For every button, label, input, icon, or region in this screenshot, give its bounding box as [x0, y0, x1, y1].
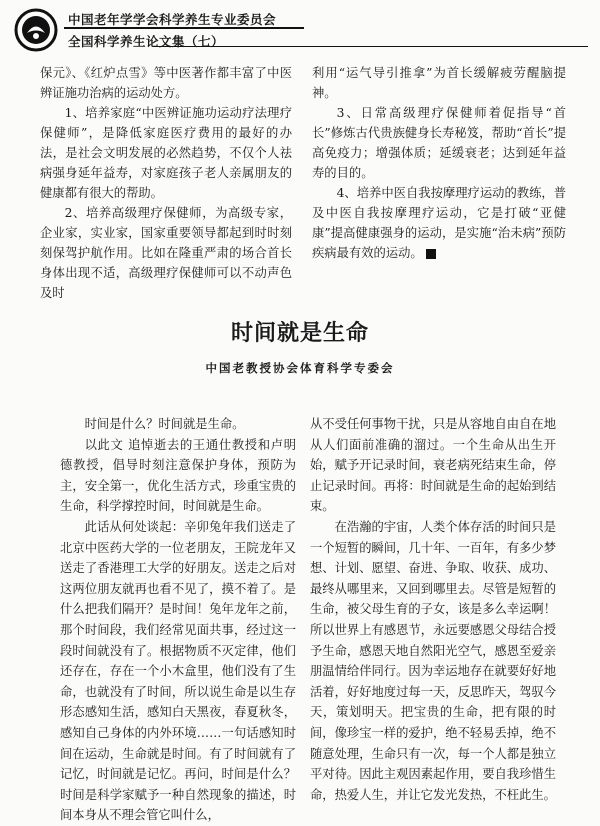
bottom-left-column	[60, 414, 296, 826]
article-author: 中国老教授协会体育科学专委会	[205, 361, 395, 375]
paragraph: 以此文 追悼逝去的王通仕教授和卢明德教授，倡导时刻注意保护身体，预防为主，安全第一，优化生活方式，珍重宝贵的生命，科学撑控时间，时间就是生命。	[60, 437, 296, 514]
paragraph: 时间是什么？时间就是生命。	[84, 417, 245, 431]
header-collection-name: 全国科学养生论文集（七）	[68, 34, 225, 49]
header-org-name: 中国老年学学会科学养生专业委员会	[68, 12, 277, 27]
running-header	[14, 6, 588, 56]
paragraph: 利用“运气导引推拿”为首长缓解疲劳醒脑提神。	[312, 66, 566, 100]
top-right-column	[312, 63, 566, 263]
paragraph: 保元》、《红炉点雪》等中医著作都丰富了中医辨证施功治病的运动处方。	[40, 66, 292, 100]
paragraph: 1、培养家庭“中医辨证施功运动疗法理疗保健师”，是降低家庭医疗费用的最好的办法，是社会文明发展的必然趋势，不仅个人祛病强身延年益寿，对家庭孩子老人亲属朋友的健康都有很大的帮助。	[40, 106, 292, 200]
paragraph: 从不受任何事物干扰，只是从容地自由自在地从人们面前准确的溜过。一个生命从出生开始，赋予开记录时间，衰老病死结束生命，停止记录时间。再将：时间就是生命的起始到结束。	[310, 417, 556, 514]
paragraph: 此话从何处谈起：辛卯兔年我们送走了北京中医药大学的一位老朋友，王院龙年又送走了香港理工大学的好朋友。送走之后对这两位朋友就再也看不见了，摸不着了。是什么把我们隔开？是时间！兔年龙年之前，那个时间段，我们经常见面共事，经过这一段时间就没有了。根据物质不灭定律，他们还存在，存在一个小木盒里，他们没有了生命，也就没有了时间，所以说生命是以生存形态感知生活，感知白天黑夜，春夏秋冬，感知自己身体的内外环境……一句话感知时间在运动，生命就是时间。有了时间就有了记忆，时间就是记忆。再问，时间是什么？时间是科学家赋予一种自然现象的描述，时间本身从不理会管它叫什么，	[60, 519, 296, 823]
paragraph-text: 4、培养中医自我按摩理疗运动的教练，普及中医自我按摩理疗运动，它是打破“亚健康”提高健康强身的运动，是实施“治未病”预防疾病最有效的运动。	[312, 186, 566, 260]
top-left-column	[40, 63, 292, 303]
end-of-article-mark	[426, 249, 436, 259]
paragraph: 在浩瀚的宇宙，人类个体存活的时间只是一个短暂的瞬间，几十年、一百年，有多少梦想、计划、愿望、奋进、争取、收获、成功、最终从哪里来，又回到哪里去。尽管是短暂的生命，被父母生育的子女，该是多么幸运啊！所以世界上有感恩节，永远要感恩父母结合授予生命，感恩天地自然阳光空气，感恩至爱亲朋温情给伴同行。因为幸运地存在就要好好地活着，好好地度过每一天，反思昨天，驾驭今天，策划明天。把宝贵的生命，把有限的时间，像珍宝一样的爱护，绝不轻易丢掉，绝不随意处理，生命只有一次，每一个人都是独立平对待。因此主观因素起作用，要自我珍惜生命，热爱人生，并让它发光发热，不枉此生。	[310, 519, 556, 802]
paragraph	[312, 183, 566, 263]
bottom-right-column	[310, 414, 556, 805]
paragraph: 2、培养高级理疗保健师，为高级专家，企业家，实业家，国家重要领导都起到时时刻刻保驾护航作用。比如在隆重严肃的场合首长身体出现不适，高级理疗保健师可以不动声色及时	[40, 206, 292, 300]
article-title: 时间就是生命	[230, 321, 369, 346]
header-rule-bottom	[154, 46, 588, 47]
paragraph: 3、日常高级理疗保健师着促指导“首长”修炼古代贵族健身长寿秘笈，帮助“首长”提高免疫力；增强体质；延缓衰老；达到延年益寿的目的。	[312, 106, 566, 180]
society-logo-emblem	[14, 8, 58, 52]
